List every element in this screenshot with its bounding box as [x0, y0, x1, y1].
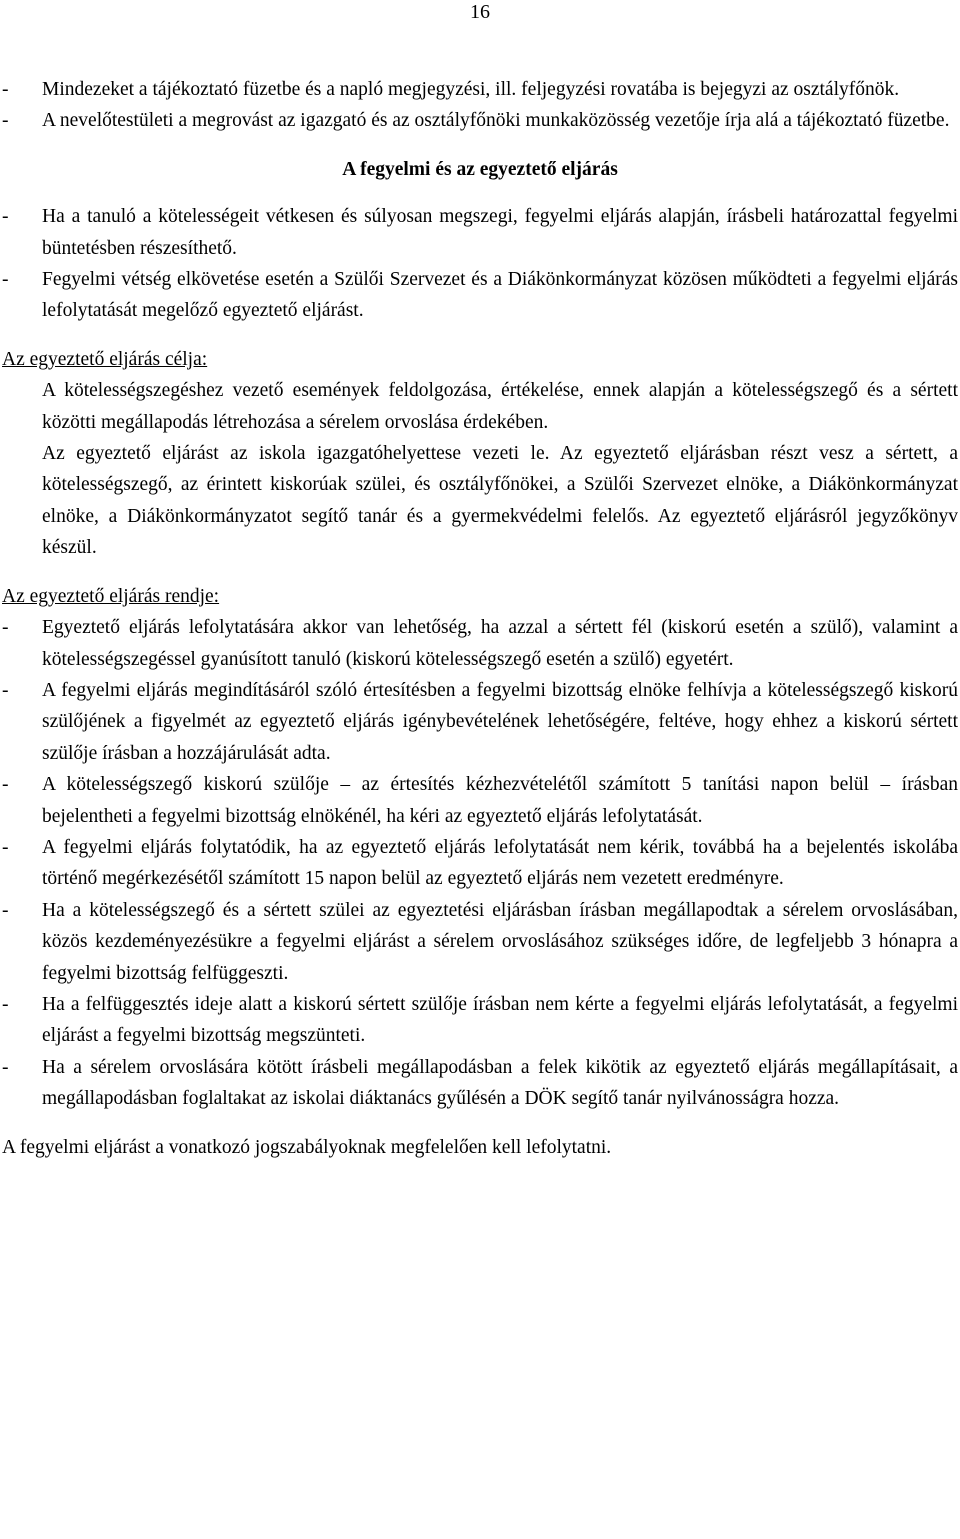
list-item-text: A nevelőtestületi a megrovást az igazgató és az osztályfőnöki munkaközösség vezetője írja alá a tájékoztató füzetbe.: [42, 110, 950, 132]
list-item-text: A fegyelmi eljárás megindításáról szóló értesítésben a fegyelmi bizottság elnöke felhívja a kötelességszegő kiskorú szülőjének a figyelmét az egyeztető eljárás igénybevételének lehetőségére, feltéve, hogy ehhez a kiskorú sértett szülője írásban a hozzájárulását adta.: [42, 679, 958, 764]
purpose-title: Az egyeztető eljárás célja:: [2, 348, 208, 370]
list-dash: -: [2, 269, 9, 291]
intro-list-item: [2, 105, 958, 136]
list-dash: -: [2, 617, 9, 639]
list-item-text: A fegyelmi eljárás folytatódik, ha az egyeztető eljárás lefolytatását nem kérik, továbbá ha a bejelentés iskolába történő megérkezésétől számított 15 napon belül az egyeztető eljárás nem vezetett eredményre.: [42, 836, 958, 890]
procedure-list-item: [2, 832, 958, 895]
list-dash: -: [2, 679, 9, 701]
list-dash: -: [2, 774, 9, 796]
list-item-text: Fegyelmi vétség elkövetése esetén a Szülői Szervezet és a Diákönkormányzat közösen működteti a fegyelmi eljárás lefolytatását megelőző egyeztető eljárást.: [42, 269, 958, 322]
page-number: 16: [470, 1, 490, 23]
procedure-list-item: [2, 675, 958, 769]
list-dash: -: [2, 836, 9, 858]
list-dash: -: [2, 899, 9, 921]
procedure-list-item: [2, 895, 958, 989]
procedure-list-item: [2, 769, 958, 832]
list-dash: -: [2, 993, 9, 1015]
list-item-text: Ha a sérelem orvoslására kötött írásbeli megállapodásban a felek kikötik az egyeztető eljárás megállapításait, a megállapodásban foglaltakat az iskolai diáktanács gyűlésén a DÖK segítő tanár nyilvánosságra hozza.: [42, 1056, 958, 1110]
list-item-text: Ha a tanuló a kötelességeit vétkesen és súlyosan megszegi, fegyelmi eljárás alapján, írásbeli határozattal fegyelmi büntetésben részesíthető.: [42, 206, 958, 259]
list-item-text: Ha a felfüggesztés ideje alatt a kiskorú sértett szülője írásban nem kérte a fegyelmi eljárás lefolytatását, a fegyelmi eljárást a fegyelmi bizottság megszünteti.: [42, 993, 958, 1047]
purpose-paragraph: A kötelességszegéshez vezető események feldolgozása, értékelése, ennek alapján a kötelességszegő és a sértett közötti megállapodás létrehozása a sérelem orvoslása érdekében.: [42, 380, 958, 433]
list-item-text: Mindezeket a tájékoztató füzetbe és a napló megjegyzési, ill. feljegyzési rovatába is bejegyzi az osztályfőnök.: [42, 79, 900, 100]
list-item-text: A kötelességszegő kiskorú szülője – az értesítés kézhezvételétől számított 5 tanítási napon belül – írásban bejelentheti a fegyelmi bizottság elnökénél, ha kéri az egyeztető eljárás lefolytatását.: [42, 774, 958, 827]
intro-list-item: [2, 74, 958, 105]
section1-list-item: [2, 264, 958, 327]
list-dash: -: [2, 1056, 9, 1078]
list-dash: -: [2, 206, 9, 228]
list-item-text: Egyeztető eljárás lefolytatására akkor van lehetőség, ha azzal a sértett fél (kiskorú esetén a szülő), valamint a kötelességszegéssel gyanúsított tanuló (kiskorú kötelességszegő esetén a szülő) egyetért.: [42, 617, 958, 670]
procedure-list-item: [2, 612, 958, 675]
list-dash: -: [2, 79, 9, 100]
section-heading: A fegyelmi és az egyeztető eljárás: [342, 158, 618, 180]
procedure-title: Az egyeztető eljárás rendje:: [2, 585, 220, 607]
section1-list-item: [2, 201, 958, 264]
list-dash: -: [2, 110, 9, 132]
closing-paragraph: A fegyelmi eljárást a vonatkozó jogszabályoknak megfelelően kell lefolytatni.: [2, 1136, 612, 1158]
procedure-list-item: [2, 1052, 958, 1115]
procedure-list-item: [2, 989, 958, 1052]
purpose-paragraph: Az egyeztető eljárást az iskola igazgatóhelyettese vezeti le. Az egyeztető eljárásban részt vesz a sértett, a kötelességszegő, az érintett kiskorúak szülei, és osztályfőnökei, a Szülői Szervezet elnöke, a Diákönkormányzat elnöke, a Diákönkormányzatot segítő tanár és a gyermekvédelmi felelős. Az egyeztető eljárásról jegyzőkönyv készül.: [42, 443, 958, 559]
list-item-text: Ha a kötelességszegő és a sértett szülei az egyeztetési eljárásban írásban megállapodtak a sérelem orvoslásában, közös kezdeményezésükre a fegyelmi eljárást a sérelem orvoslásához szükséges időre, de legfeljebb 3 hónapra a fegyelmi bizottság felfüggeszti.: [42, 899, 958, 984]
page-content: [2, 74, 958, 1163]
